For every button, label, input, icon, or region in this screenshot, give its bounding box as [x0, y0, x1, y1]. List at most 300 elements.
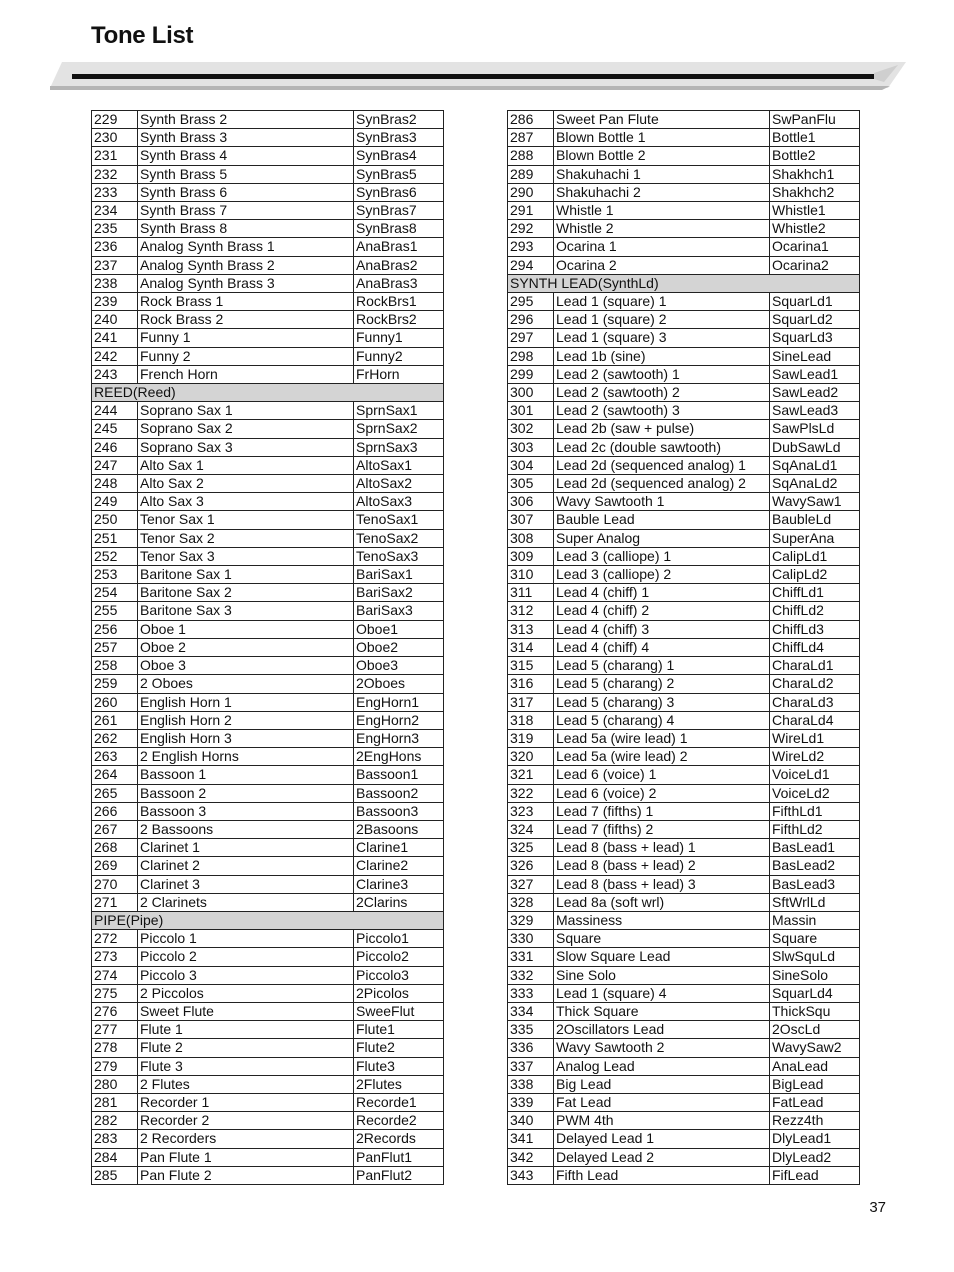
tone-row	[508, 293, 860, 311]
tone-row	[92, 293, 444, 311]
tone-number: 343	[508, 1166, 554, 1184]
tone-name: Rock Brass 2	[138, 311, 354, 329]
tone-name: Wavy Sawtooth 2	[554, 1039, 770, 1057]
tone-number: 252	[92, 547, 138, 565]
tone-row	[508, 347, 860, 365]
tone-abbreviation: SlwSquLd	[770, 948, 860, 966]
tone-number: 307	[508, 511, 554, 529]
tone-row	[508, 875, 860, 893]
tone-number: 276	[92, 1002, 138, 1020]
tone-number: 272	[92, 930, 138, 948]
tone-abbreviation: AnaBras3	[354, 274, 444, 292]
tone-name: Synth Brass 3	[138, 129, 354, 147]
tone-row	[92, 129, 444, 147]
tone-name: Lead 8 (bass + lead) 2	[554, 857, 770, 875]
tone-row	[508, 493, 860, 511]
tone-abbreviation: Ocarina1	[770, 238, 860, 256]
tone-abbreviation: Rezz4th	[770, 1112, 860, 1130]
tone-abbreviation: SquarLd1	[770, 293, 860, 311]
tone-row	[92, 1039, 444, 1057]
tone-row	[508, 766, 860, 784]
tone-name: Lead 4 (chiff) 2	[554, 602, 770, 620]
tone-row	[92, 766, 444, 784]
tone-name: Lead 2d (sequenced analog) 2	[554, 475, 770, 493]
tone-name: Alto Sax 2	[138, 475, 354, 493]
tone-row	[508, 329, 860, 347]
tone-name: Blown Bottle 2	[554, 147, 770, 165]
tone-number: 244	[92, 402, 138, 420]
tone-name: Analog Synth Brass 1	[138, 238, 354, 256]
tone-abbreviation: AltoSax2	[354, 475, 444, 493]
tone-name: Analog Synth Brass 2	[138, 256, 354, 274]
tone-number: 256	[92, 620, 138, 638]
tone-name: Oboe 2	[138, 638, 354, 656]
tone-name: English Horn 2	[138, 711, 354, 729]
tone-number: 241	[92, 329, 138, 347]
tone-row	[92, 1166, 444, 1184]
tone-row	[92, 602, 444, 620]
tone-number: 308	[508, 529, 554, 547]
tone-number: 234	[92, 202, 138, 220]
tone-abbreviation: 2OscLd	[770, 1021, 860, 1039]
tone-abbreviation: BigLead	[770, 1075, 860, 1093]
tone-row	[508, 129, 860, 147]
tone-abbreviation: WavySaw1	[770, 493, 860, 511]
tone-row	[508, 566, 860, 584]
tone-row	[92, 839, 444, 857]
tone-row	[92, 966, 444, 984]
tone-name: Synth Brass 2	[138, 111, 354, 129]
tone-number: 240	[92, 311, 138, 329]
tone-number: 339	[508, 1093, 554, 1111]
tone-row	[92, 1002, 444, 1020]
tone-name: Tenor Sax 2	[138, 529, 354, 547]
tone-abbreviation: CharaLd2	[770, 675, 860, 693]
tone-row	[508, 966, 860, 984]
tone-row	[508, 638, 860, 656]
tone-abbreviation: Recorde1	[354, 1093, 444, 1111]
tone-number: 271	[92, 893, 138, 911]
tone-number: 285	[92, 1166, 138, 1184]
tone-row	[92, 183, 444, 201]
tone-abbreviation: RockBrs2	[354, 311, 444, 329]
tone-abbreviation: Oboe2	[354, 638, 444, 656]
tone-abbreviation: SweeFlut	[354, 1002, 444, 1020]
tone-abbreviation: CalipLd1	[770, 547, 860, 565]
tone-abbreviation: WireLd2	[770, 748, 860, 766]
tone-name: PWM 4th	[554, 1112, 770, 1130]
tone-number: 341	[508, 1130, 554, 1148]
tone-abbreviation: Ocarina2	[770, 256, 860, 274]
tone-row	[92, 675, 444, 693]
tone-row	[92, 984, 444, 1002]
tone-row	[508, 693, 860, 711]
tone-row	[92, 274, 444, 292]
tone-row	[92, 893, 444, 911]
tone-abbreviation: Funny2	[354, 347, 444, 365]
tone-name: Clarinet 2	[138, 857, 354, 875]
tone-number: 324	[508, 820, 554, 838]
tone-name: Lead 5a (wire lead) 1	[554, 729, 770, 747]
tone-number: 295	[508, 293, 554, 311]
tone-name: Square	[554, 930, 770, 948]
tone-name: Lead 6 (voice) 2	[554, 784, 770, 802]
tone-number: 294	[508, 256, 554, 274]
tone-abbreviation: ChiffLd3	[770, 620, 860, 638]
tone-name: Whistle 2	[554, 220, 770, 238]
tone-abbreviation: SynBras4	[354, 147, 444, 165]
tone-number: 231	[92, 147, 138, 165]
tone-number: 263	[92, 748, 138, 766]
tone-row	[92, 529, 444, 547]
tone-abbreviation: SawLead1	[770, 365, 860, 383]
tone-abbreviation: WavySaw2	[770, 1039, 860, 1057]
tone-name: 2 Recorders	[138, 1130, 354, 1148]
tone-row	[508, 984, 860, 1002]
tone-name: Tenor Sax 3	[138, 547, 354, 565]
tone-row	[508, 802, 860, 820]
tone-abbreviation: SawPlsLd	[770, 420, 860, 438]
tone-row	[508, 1075, 860, 1093]
tone-number: 337	[508, 1057, 554, 1075]
tone-name: 2 Flutes	[138, 1075, 354, 1093]
tone-row	[508, 748, 860, 766]
tone-number: 279	[92, 1057, 138, 1075]
tone-row	[508, 438, 860, 456]
tone-row	[508, 402, 860, 420]
tone-name: Soprano Sax 1	[138, 402, 354, 420]
tone-number: 313	[508, 620, 554, 638]
tone-number: 284	[92, 1148, 138, 1166]
tone-name: Rock Brass 1	[138, 293, 354, 311]
tone-row	[92, 347, 444, 365]
tone-abbreviation: Flute1	[354, 1021, 444, 1039]
tone-name: Tenor Sax 1	[138, 511, 354, 529]
tone-number: 277	[92, 1021, 138, 1039]
tone-number: 230	[92, 129, 138, 147]
tone-number: 245	[92, 420, 138, 438]
tone-row	[92, 784, 444, 802]
tone-row	[92, 729, 444, 747]
tone-number: 282	[92, 1112, 138, 1130]
tone-abbreviation: 2Flutes	[354, 1075, 444, 1093]
tone-number: 315	[508, 657, 554, 675]
tone-name: Lead 1 (square) 4	[554, 984, 770, 1002]
tone-row	[508, 820, 860, 838]
tone-name: Lead 1b (sine)	[554, 347, 770, 365]
tone-name: Lead 5 (charang) 1	[554, 657, 770, 675]
tone-name: Slow Square Lead	[554, 948, 770, 966]
tone-abbreviation: Piccolo3	[354, 966, 444, 984]
tone-row	[508, 547, 860, 565]
tone-name: Lead 2d (sequenced analog) 1	[554, 456, 770, 474]
tone-abbreviation: Recorde2	[354, 1112, 444, 1130]
tone-abbreviation: FifthLd1	[770, 802, 860, 820]
tone-abbreviation: SquarLd2	[770, 311, 860, 329]
tone-abbreviation: SquarLd4	[770, 984, 860, 1002]
tone-row	[92, 1075, 444, 1093]
header-banner	[0, 58, 954, 94]
tone-number: 312	[508, 602, 554, 620]
tone-row	[508, 584, 860, 602]
tone-row	[92, 657, 444, 675]
tone-abbreviation: AnaBras2	[354, 256, 444, 274]
tone-row	[92, 1130, 444, 1148]
tone-number: 300	[508, 384, 554, 402]
tone-abbreviation: Flute3	[354, 1057, 444, 1075]
tone-row	[92, 493, 444, 511]
tone-row	[92, 1148, 444, 1166]
tone-abbreviation: SqAnaLd1	[770, 456, 860, 474]
tone-number: 314	[508, 638, 554, 656]
tone-name: 2 Piccolos	[138, 984, 354, 1002]
tone-row	[508, 1148, 860, 1166]
tone-number: 321	[508, 766, 554, 784]
tone-number: 303	[508, 438, 554, 456]
tone-number: 306	[508, 493, 554, 511]
tone-name: Lead 1 (square) 1	[554, 293, 770, 311]
tone-name: Recorder 1	[138, 1093, 354, 1111]
tone-number: 340	[508, 1112, 554, 1130]
tone-number: 257	[92, 638, 138, 656]
tone-abbreviation: Oboe3	[354, 657, 444, 675]
tone-name: Lead 2 (sawtooth) 1	[554, 365, 770, 383]
tone-abbreviation: ThickSqu	[770, 1002, 860, 1020]
tone-row	[508, 711, 860, 729]
tone-name: Baritone Sax 1	[138, 566, 354, 584]
tone-number: 254	[92, 584, 138, 602]
tone-number: 260	[92, 693, 138, 711]
tone-name: 2 English Horns	[138, 748, 354, 766]
tone-number: 333	[508, 984, 554, 1002]
tone-abbreviation: BasLead2	[770, 857, 860, 875]
tone-number: 270	[92, 875, 138, 893]
tone-number: 235	[92, 220, 138, 238]
tone-number: 250	[92, 511, 138, 529]
tone-row	[92, 857, 444, 875]
tone-number: 249	[92, 493, 138, 511]
tone-abbreviation: EngHorn3	[354, 729, 444, 747]
tone-abbreviation: SynBras8	[354, 220, 444, 238]
tone-name: English Horn 3	[138, 729, 354, 747]
tone-abbreviation: SynBras6	[354, 183, 444, 201]
tone-name: Oboe 1	[138, 620, 354, 638]
tone-number: 331	[508, 948, 554, 966]
tone-name: Shakuhachi 2	[554, 183, 770, 201]
tone-name: Baritone Sax 2	[138, 584, 354, 602]
tone-abbreviation: BariSax2	[354, 584, 444, 602]
tone-row	[508, 839, 860, 857]
tone-row	[508, 147, 860, 165]
tone-abbreviation: WireLd1	[770, 729, 860, 747]
tone-name: English Horn 1	[138, 693, 354, 711]
tone-row	[508, 948, 860, 966]
tone-number: 296	[508, 311, 554, 329]
tone-row	[508, 220, 860, 238]
tone-name: Synth Brass 5	[138, 165, 354, 183]
tone-row	[508, 1093, 860, 1111]
tone-number: 251	[92, 529, 138, 547]
tone-name: Synth Brass 4	[138, 147, 354, 165]
tone-row	[508, 1021, 860, 1039]
tone-number: 325	[508, 839, 554, 857]
tone-row	[508, 1112, 860, 1130]
tone-abbreviation: DlyLead1	[770, 1130, 860, 1148]
tone-number: 290	[508, 183, 554, 201]
tone-number: 239	[92, 293, 138, 311]
tone-number: 281	[92, 1093, 138, 1111]
tone-name: Analog Lead	[554, 1057, 770, 1075]
tone-abbreviation: SawLead2	[770, 384, 860, 402]
tone-row	[92, 547, 444, 565]
tone-number: 261	[92, 711, 138, 729]
tone-number: 273	[92, 948, 138, 966]
tone-name: Bauble Lead	[554, 511, 770, 529]
tone-number: 258	[92, 657, 138, 675]
tone-abbreviation: AnaBras1	[354, 238, 444, 256]
tone-number: 298	[508, 347, 554, 365]
tone-abbreviation: ChiffLd4	[770, 638, 860, 656]
tone-abbreviation: CharaLd1	[770, 657, 860, 675]
tone-name: Lead 5 (charang) 2	[554, 675, 770, 693]
tone-name: Piccolo 3	[138, 966, 354, 984]
tone-abbreviation: Shakhch1	[770, 165, 860, 183]
tone-abbreviation: Whistle1	[770, 202, 860, 220]
tone-row	[508, 202, 860, 220]
tone-row	[92, 165, 444, 183]
tone-number: 292	[508, 220, 554, 238]
tone-name: Bassoon 2	[138, 784, 354, 802]
tone-row	[508, 475, 860, 493]
tone-row	[92, 1093, 444, 1111]
tone-row	[92, 202, 444, 220]
tone-row	[92, 111, 444, 129]
tone-name: Lead 2c (double sawtooth)	[554, 438, 770, 456]
tone-row	[508, 256, 860, 274]
tone-name: Whistle 1	[554, 202, 770, 220]
tone-name: Lead 4 (chiff) 4	[554, 638, 770, 656]
tone-name: Fat Lead	[554, 1093, 770, 1111]
tone-number: 259	[92, 675, 138, 693]
tone-abbreviation: EngHorn2	[354, 711, 444, 729]
tone-abbreviation: ChiffLd2	[770, 602, 860, 620]
tone-number: 265	[92, 784, 138, 802]
tone-name: Lead 4 (chiff) 3	[554, 620, 770, 638]
tone-number: 310	[508, 566, 554, 584]
tone-number: 297	[508, 329, 554, 347]
tone-number: 327	[508, 875, 554, 893]
category-row	[508, 274, 860, 292]
tone-abbreviation: SprnSax3	[354, 438, 444, 456]
tone-row	[92, 620, 444, 638]
tone-name: Baritone Sax 3	[138, 602, 354, 620]
tone-name: Synth Brass 8	[138, 220, 354, 238]
tone-number: 322	[508, 784, 554, 802]
tone-name: 2Oscillators Lead	[554, 1021, 770, 1039]
tone-name: Big Lead	[554, 1075, 770, 1093]
tone-abbreviation: SynBras7	[354, 202, 444, 220]
tone-abbreviation: 2Basoons	[354, 820, 444, 838]
tone-name: Ocarina 2	[554, 256, 770, 274]
category-row	[92, 384, 444, 402]
tone-number: 278	[92, 1039, 138, 1057]
tone-row	[508, 893, 860, 911]
tone-row	[508, 675, 860, 693]
tone-abbreviation: ChiffLd1	[770, 584, 860, 602]
tone-row	[508, 602, 860, 620]
tone-name: Delayed Lead 2	[554, 1148, 770, 1166]
tone-number: 236	[92, 238, 138, 256]
tone-number: 342	[508, 1148, 554, 1166]
tone-name: Thick Square	[554, 1002, 770, 1020]
tone-abbreviation: PanFlut1	[354, 1148, 444, 1166]
tone-abbreviation: SineLead	[770, 347, 860, 365]
tone-name: Lead 2 (sawtooth) 2	[554, 384, 770, 402]
tone-number: 305	[508, 475, 554, 493]
tone-number: 302	[508, 420, 554, 438]
tone-name: Lead 8a (soft wrl)	[554, 893, 770, 911]
tone-row	[92, 930, 444, 948]
tone-number: 323	[508, 802, 554, 820]
tone-row	[92, 402, 444, 420]
tone-row	[508, 857, 860, 875]
tone-name: Lead 7 (fifths) 1	[554, 802, 770, 820]
tone-number: 286	[508, 111, 554, 129]
category-label: PIPE(Pipe)	[92, 911, 444, 929]
tone-number: 291	[508, 202, 554, 220]
tone-number: 237	[92, 256, 138, 274]
tone-name: Lead 3 (calliope) 2	[554, 566, 770, 584]
tone-row	[92, 456, 444, 474]
tone-table-right-container	[507, 110, 860, 1185]
tone-row	[92, 748, 444, 766]
tone-abbreviation: AltoSax1	[354, 456, 444, 474]
tone-row	[508, 529, 860, 547]
tone-name: Lead 4 (chiff) 1	[554, 584, 770, 602]
tone-number: 255	[92, 602, 138, 620]
tone-row	[508, 183, 860, 201]
tone-row	[92, 511, 444, 529]
tone-number: 293	[508, 238, 554, 256]
tone-row	[92, 875, 444, 893]
tone-number: 320	[508, 748, 554, 766]
tone-row	[508, 657, 860, 675]
tone-abbreviation: Clarine3	[354, 875, 444, 893]
tone-abbreviation: CalipLd2	[770, 566, 860, 584]
tone-number: 243	[92, 365, 138, 383]
tone-number: 238	[92, 274, 138, 292]
tone-row	[92, 802, 444, 820]
tone-abbreviation: TenoSax2	[354, 529, 444, 547]
tone-abbreviation: Bassoon1	[354, 766, 444, 784]
tone-number: 280	[92, 1075, 138, 1093]
tone-number: 268	[92, 839, 138, 857]
tone-name: Synth Brass 6	[138, 183, 354, 201]
tone-abbreviation: Square	[770, 930, 860, 948]
tone-abbreviation: Bottle2	[770, 147, 860, 165]
tone-table-left-container	[91, 110, 444, 1185]
tone-abbreviation: SynBras5	[354, 165, 444, 183]
tone-row	[508, 1002, 860, 1020]
tone-number: 247	[92, 456, 138, 474]
tone-name: Shakuhachi 1	[554, 165, 770, 183]
tone-abbreviation: Bottle1	[770, 129, 860, 147]
tone-name: Clarinet 3	[138, 875, 354, 893]
tone-row	[92, 566, 444, 584]
tone-abbreviation: AnaLead	[770, 1057, 860, 1075]
tone-abbreviation: BasLead1	[770, 839, 860, 857]
tone-number: 287	[508, 129, 554, 147]
